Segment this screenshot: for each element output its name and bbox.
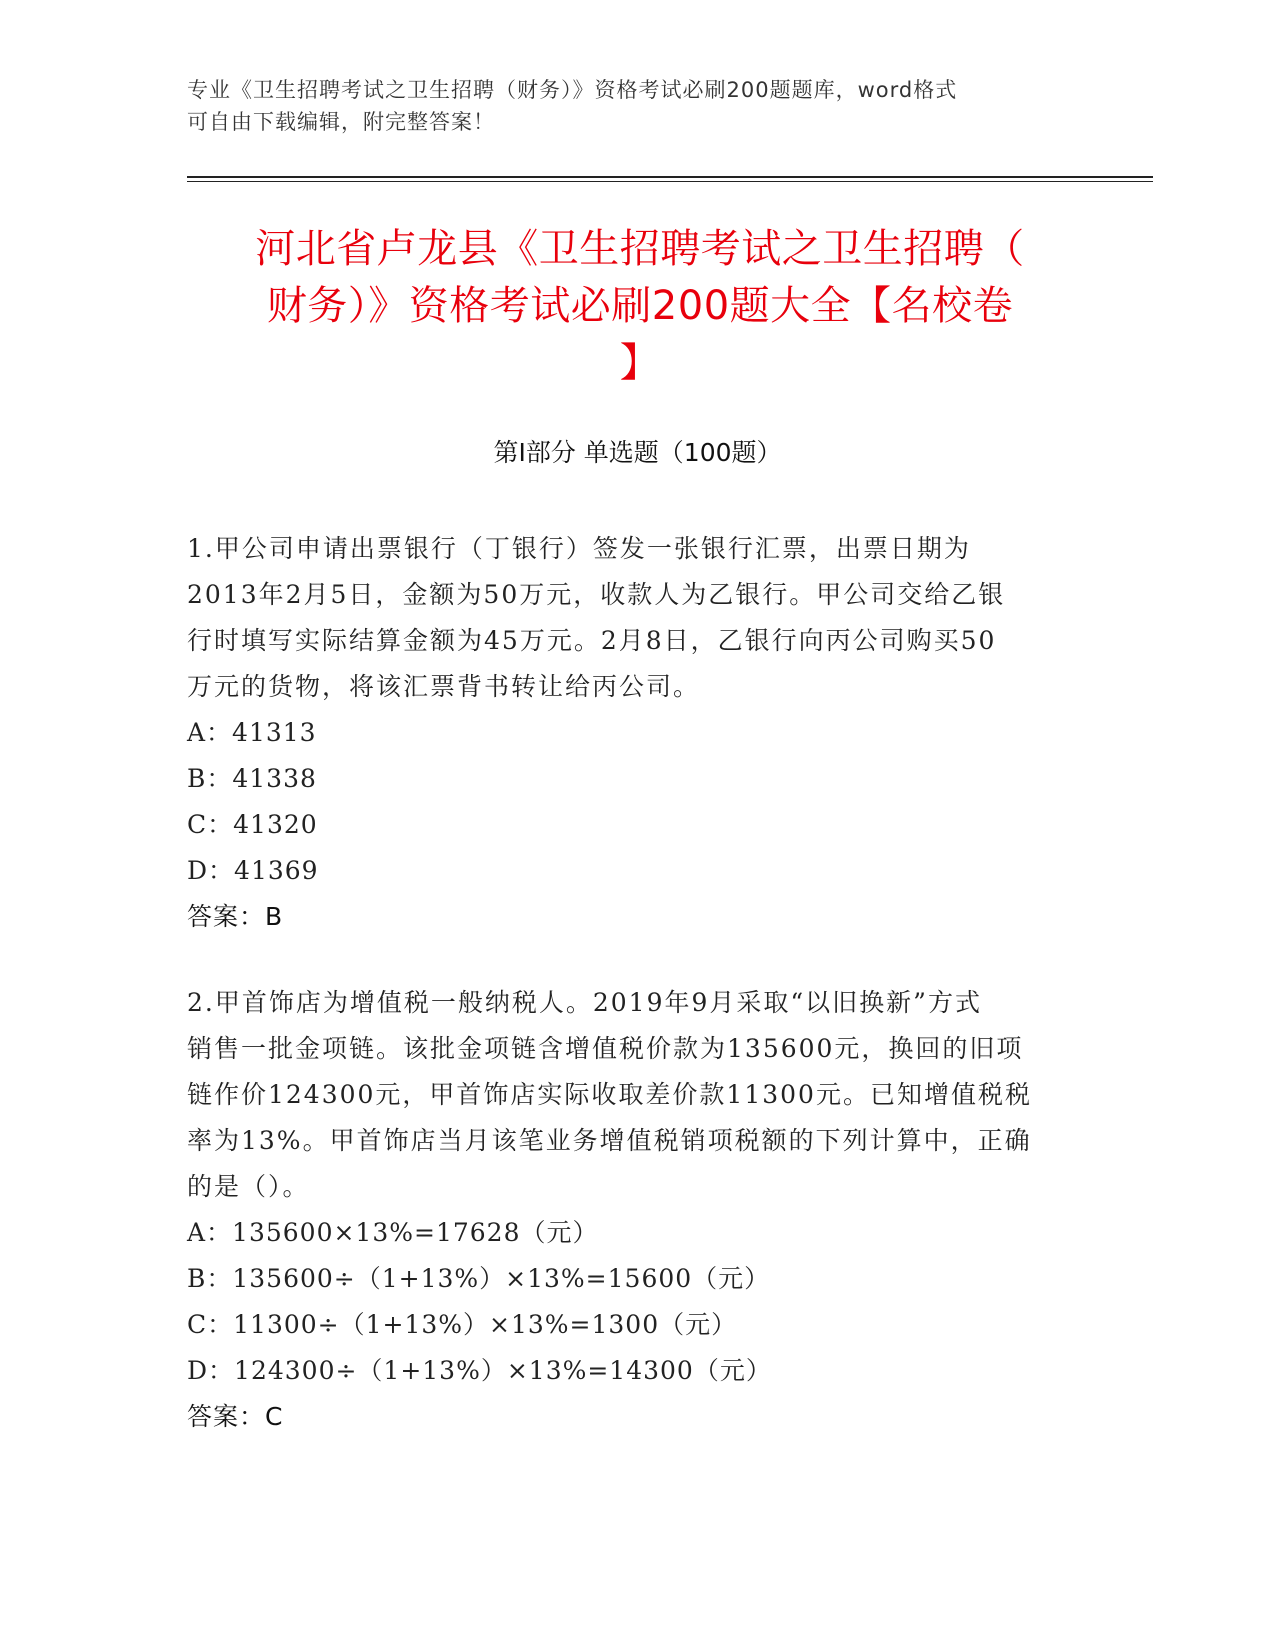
option-b: B：135600÷（1+13%）×13%=15600（元）: [187, 1264, 771, 1293]
document-title-line-1: 河北省卢龙县《卫生招聘考试之卫生招聘（: [255, 226, 1025, 272]
document-title-line-3: 】: [619, 340, 661, 386]
section-title: 第Ⅰ部分 单选题（100题）: [493, 438, 782, 467]
question-stem-line: 率为13%。甲首饰店当月该笔业务增值税销项税额的下列计算中，正确: [187, 1126, 1032, 1155]
header-divider-thick: [187, 176, 1153, 178]
question-stem-line: 2.甲首饰店为增值税一般纳税人。2019年9月采取“以旧换新”方式: [187, 988, 982, 1017]
answer-label: 答案：B: [187, 902, 284, 931]
question-stem-line: 1.甲公司申请出票银行（丁银行）签发一张银行汇票，出票日期为: [187, 534, 971, 563]
question-stem-line: 销售一批金项链。该批金项链含增值税价款为135600元，换回的旧项: [187, 1034, 1024, 1063]
header-note-line-2: 可自由下载编辑，附完整答案！: [187, 110, 495, 134]
option-c: C：41320: [187, 810, 318, 839]
question-stem-line: 2013年2月5日，金额为50万元，收款人为乙银行。甲公司交给乙银: [187, 580, 1006, 609]
header-note: [187, 74, 1067, 138]
answer-label: 答案：C: [187, 1402, 284, 1431]
question-1: [187, 526, 1087, 940]
question-stem: [187, 526, 1087, 710]
question-stem: [187, 980, 1087, 1210]
question-stem-line: 万元的货物，将该汇票背书转让给丙公司。: [187, 672, 701, 701]
option-d: D：124300÷（1+13%）×13%=14300（元）: [187, 1356, 772, 1385]
option-d: D：41369: [187, 856, 319, 885]
option-b: B：41338: [187, 764, 317, 793]
question-stem-line: 链作价124300元，甲首饰店实际收取差价款11300元。已知增值税税: [187, 1080, 1032, 1109]
option-a: A：135600×13%=17628（元）: [187, 1218, 599, 1247]
question-stem-line: 行时填写实际结算金额为45万元。2月8日，乙银行向丙公司购买50: [187, 626, 997, 655]
header-note-line-1: 专业《卫生招聘考试之卫生招聘（财务）》资格考试必刷200题题库，word格式: [187, 78, 958, 102]
header-divider-thin: [187, 181, 1153, 182]
document-title-line-2: 财务）》资格考试必刷200题大全【名校卷: [266, 283, 1014, 329]
question-2: [187, 980, 1087, 1440]
option-a: A：41313: [187, 718, 317, 747]
document-title: [195, 221, 1085, 392]
question-stem-line: 的是（）。: [187, 1172, 310, 1201]
option-c: C：11300÷（1+13%）×13%=1300（元）: [187, 1310, 738, 1339]
